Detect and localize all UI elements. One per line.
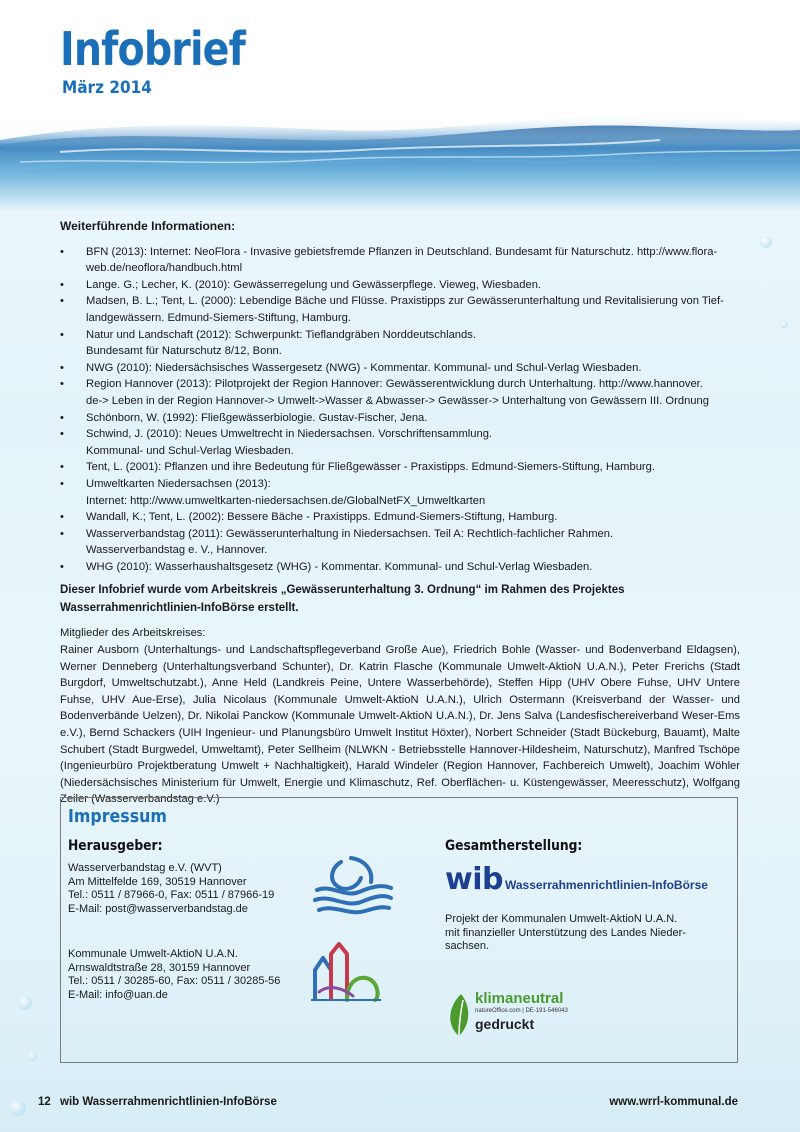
reference-item xyxy=(60,526,740,559)
reference-line: • Madsen, B. L.; Tent, L. (2000): Lebendige Bäche und Flüsse. Praxistipps zur Gewässerunterhaltung und Revitalisierung von Tief- xyxy=(86,295,724,308)
members-heading: Mitglieder des Arbeitskreises: xyxy=(60,627,206,640)
reference-item xyxy=(60,476,740,509)
reference-item xyxy=(60,244,740,277)
impressum-box xyxy=(60,797,738,1063)
address-line: Tel.: 0511 / 30285-60, Fax: 0511 / 30285-56 xyxy=(68,975,281,987)
reference-item xyxy=(60,509,740,526)
address-line: Am Mittelfelde 169, 30519 Hannover xyxy=(68,875,247,888)
footer-website-link[interactable]: www.wrrl-kommunal.de xyxy=(609,1096,738,1108)
bubble-decoration xyxy=(18,996,32,1010)
page-number: 12 xyxy=(38,1096,51,1108)
reference-line: Kommunal- und Schul-Verlag Wiesbaden. xyxy=(86,444,294,457)
reference-line: Wasserverbandstag e. V., Hannover. xyxy=(86,544,268,557)
reference-line: • Umweltkarten Niedersachsen (2013): xyxy=(86,477,271,490)
reference-item xyxy=(60,426,740,459)
publisher-wvt-address xyxy=(68,862,274,916)
reference-line: • Wasserverbandstag (2011): Gewässerunterhaltung in Niedersachsen. Teil A: Rechtlich-fachlicher Rahmen. xyxy=(86,527,614,540)
reference-line: landgewässern. Edmund-Siemers-Stiftung, Hamburg. xyxy=(86,311,351,324)
reference-item xyxy=(60,376,740,409)
reference-line: • Schönborn, W. (1992): Fließgewässerbiologie. Gustav-Fischer, Jena. xyxy=(86,411,428,424)
references-list xyxy=(60,244,740,576)
reference-line: • Natur und Landschaft (2012): Schwerpunkt: Tieflandgräben Norddeutschlands. xyxy=(86,328,476,341)
reference-item xyxy=(60,410,740,427)
reference-line: web.de/neoflora/handbuch.html xyxy=(86,262,243,275)
page-header xyxy=(0,0,800,210)
address-line: Kommunale Umwelt-AktioN U.A.N. xyxy=(68,948,238,960)
page-title: Infobrief xyxy=(60,22,245,76)
reference-line: • BFN (2013): Internet: NeoFlora - Invasive gebietsfremde Pflanzen in Deutschland. Bundesamt für Naturschutz. http://www.flora- xyxy=(86,245,718,258)
credit-line: Dieser Infobrief wurde vom Arbeitskreis „Gewässerunterhaltung 3. Ordnung“ im Rahmen des Projektes xyxy=(60,584,625,597)
credit-line: Wasserrahmenrichtlinien-InfoBörse erstellt. xyxy=(60,602,299,615)
address-email[interactable]: E-Mail: info@uan.de xyxy=(68,988,168,1001)
klimaneutral-printed: gedruckt xyxy=(475,1016,535,1032)
address-line: Tel.: 0511 / 87966-0, Fax: 0511 / 87966-19 xyxy=(68,889,275,901)
reference-item xyxy=(60,327,740,360)
bubble-decoration xyxy=(760,236,772,248)
water-wave-banner xyxy=(0,100,800,210)
issue-date: März 2014 xyxy=(62,78,152,98)
wib-logo-mark: wib xyxy=(445,862,503,897)
publisher-heading: Herausgeber: xyxy=(68,838,163,854)
reference-line: • Lange. G.; Lecher, K. (2010): Gewässerregelung und Gewässerpflege. Vieweg, Wiesbaden. xyxy=(86,278,542,291)
klimaneutral-word: klimaneutral xyxy=(475,990,564,1007)
address-line: Wasserverbandstag e.V. (WVT) xyxy=(68,862,222,874)
reference-item xyxy=(60,559,740,576)
bubble-decoration xyxy=(10,1100,26,1116)
leaf-icon xyxy=(445,992,473,1038)
reference-line: • WHG (2010): Wasserhaushaltsgesetz (WHG) - Kommentar. Kommunal- und Schul-Verlag Wiesbaden. xyxy=(86,560,593,573)
reference-line: • NWG (2010): Niedersächsisches Wassergesetz (NWG) - Kommentar. Kommunal- und Schul-Verlag Wiesbaden. xyxy=(86,361,642,374)
klimaneutral-id: natureOffice.com | DE-191-546043 xyxy=(475,1008,568,1014)
reference-item xyxy=(60,293,740,326)
project-line: mit finanzieller Unterstützung des Landes Nieder- xyxy=(445,926,686,939)
project-line: sachsen. xyxy=(445,940,490,952)
reference-line: Internet: http://www.umweltkarten-niedersachsen.de/GlobalNetFX_Umweltkarten xyxy=(86,494,486,507)
reference-line: de-> Leben in der Region Hannover-> Umwelt->Wasser & Abwasser-> Gewässer-> Unterhaltung von Gewässern III. Ordnung xyxy=(86,394,709,407)
reference-line: • Region Hannover (2013): Pilotprojekt der Region Hannover: Gewässerentwicklung durch Unterhaltung. http://www.hannover. xyxy=(86,378,703,391)
main-content xyxy=(60,218,740,808)
reference-item xyxy=(60,277,740,294)
klimaneutral-badge xyxy=(445,988,585,1040)
project-line: Projekt der Kommunalen Umwelt-AktioN U.A.N. xyxy=(445,913,678,925)
address-email[interactable]: E-Mail: post@wasserverbandstag.de xyxy=(68,902,248,915)
reference-line: • Tent, L. (2001): Pflanzen und ihre Bedeutung für Fließgewässer - Praxistipps. Edmund-Siemers-Stiftung, Hamburg. xyxy=(86,461,655,474)
references-heading: Weiterführende Informationen: xyxy=(60,219,236,233)
address-line: Arnswaldtstraße 28, 30159 Hannover xyxy=(68,961,251,974)
impressum-title: Impressum xyxy=(68,806,167,827)
uan-logo-icon xyxy=(309,940,383,1004)
production-heading: Gesamtherstellung: xyxy=(445,838,583,854)
reference-line: Bundesamt für Naturschutz 8/12, Bonn. xyxy=(86,345,282,358)
reference-item xyxy=(60,459,740,476)
footer-project-name: wib Wasserrahmenrichtlinien-InfoBörse xyxy=(60,1096,277,1108)
reference-line: • Wandall, K.; Tent, L. (2002): Bessere Bäche - Praxistipps. Edmund-Siemers-Stiftung, Hamburg. xyxy=(86,511,558,524)
bubble-decoration xyxy=(780,320,788,328)
wib-logo-name: Wasserrahmenrichtlinien-InfoBörse xyxy=(505,878,708,892)
credit-statement xyxy=(60,581,740,617)
bubble-decoration xyxy=(28,1052,37,1061)
reference-item xyxy=(60,360,740,377)
project-text xyxy=(445,913,715,954)
reference-line: • Schwind, J. (2010): Neues Umweltrecht in Niedersachsen. Vorschriftensammlung. xyxy=(86,428,493,441)
members-list: Rainer Ausborn (Unterhaltungs- und Landschaftspflegeverband Große Aue), Friedrich Bohle (Wasser- und Bodenverband Eldagsen), Werner Denneberg (Unterhaltungsverband Schunter), Dr. Katrin Flasche (Kommunale Umwelt-AktioN U.A.N.), Peter Frerichs (Stadt Burgdorf, Umweltschutzabt.), Anne Held (Landkreis Peine, Untere Wasserbehörde), Steffen Hipp (UHV Obere Fuhse, UHV Untere Fuhse, UHV Aue-Erse), Julia Nicolaus (Kommunale Umwelt-AktioN U.A.N.), Ulrich Ostermann (Kreisverband der Wasser- und Bodenverbände Uelzen), Dr. Nikolai Panckow (Kommunale Umwelt-AktioN U.A.N.), Dr. Jens Salva (Landesfischereiverband Weser-Ems e.V.), Bernd Schackers (UIH Ingenieur- und Planungsbüro Umwelt Institut Höxter), Norbert Schneider (Stadt Bückeburg, Bauamt), Malte Schubert (Stadt Burgwedel, Umweltamt), Peter Sellheim (NLWKN - Betriebsstelle Hannover-Hildesheim, Naturschutz), Manfred Tschöpe (Ingenieurbüro Projektberatung Umwelt + Nachhaltigkeit), Harald Windeler (Region Hannover, Fachbereich Umwelt), Joachim Wöhler (Niedersächsisches Ministerium für Umwelt, Energie und Klimaschutz, Ref. Oberflächen- u. Küstengewässer, Meeresschutz), Wolfgang Zeiler (Wasserverbandstag e.V.) xyxy=(60,644,740,806)
wvt-wave-logo-icon xyxy=(311,854,395,920)
publisher-uan-address xyxy=(68,948,280,1002)
